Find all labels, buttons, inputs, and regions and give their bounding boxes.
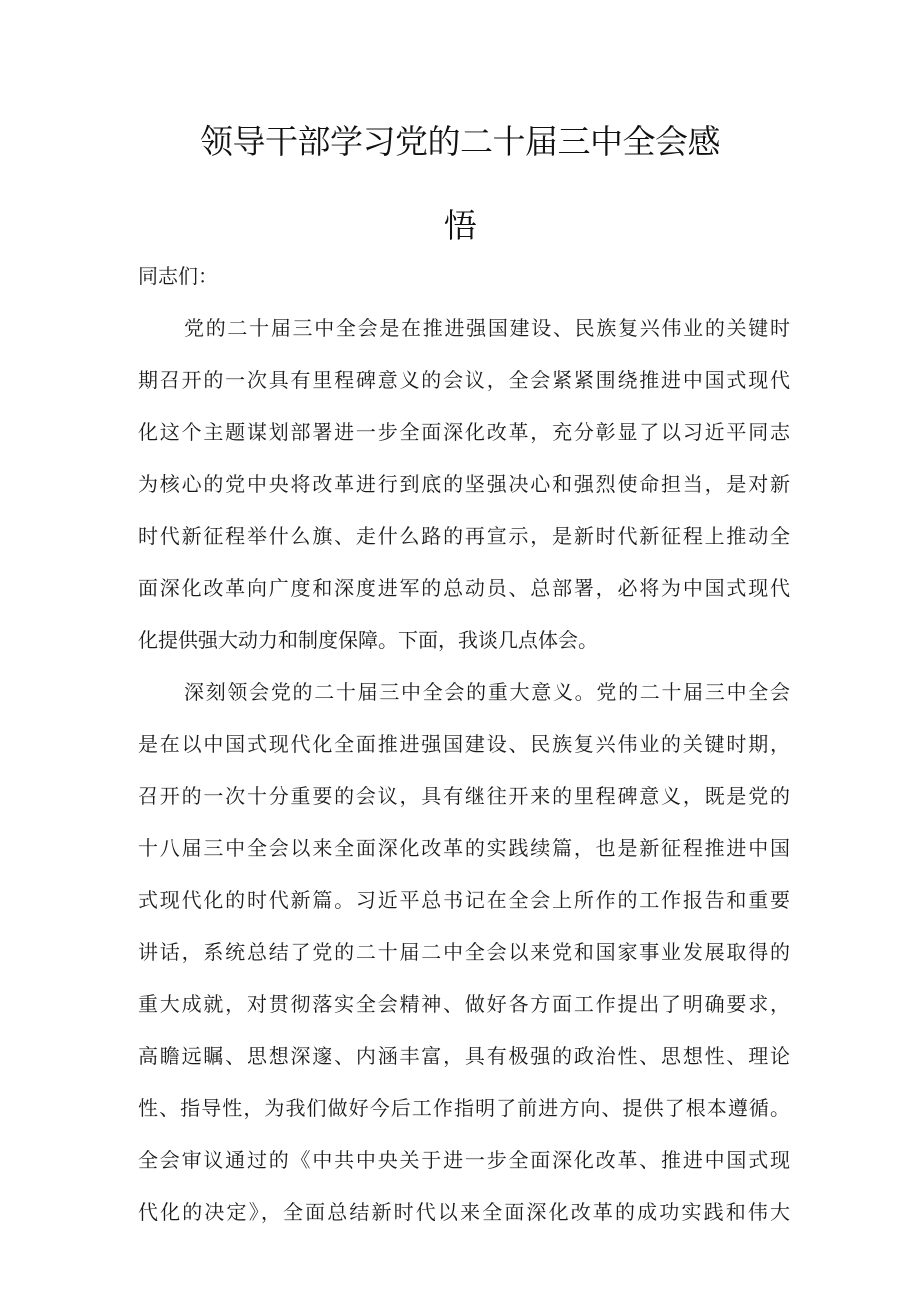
body-line: 时代新征程举什么旗、走什么路的再宣示，是新时代新征程上推动全 [138, 524, 792, 548]
body-line: 化提供强大动力和制度保障。下面，我谈几点体会。 [138, 628, 598, 652]
body-line: 化这个主题谋划部署进一步全面深化改革，充分彰显了以习近平同志 [138, 420, 792, 444]
body-line: 党的二十届三中全会是在推进强国建设、民族复兴伟业的关键时 [184, 316, 792, 340]
document-title-line-1: 领导干部学习党的二十届三中全会感 [200, 122, 720, 161]
body-line: 召开的一次十分重要的会议，具有继往开来的里程碑意义，既是党的 [138, 784, 792, 808]
body-line: 是在以中国式现代化全面推进强国建设、民族复兴伟业的关键时期， [138, 732, 792, 756]
body-line: 讲话，系统总结了党的二十届二中全会以来党和国家事业发展取得的 [138, 940, 792, 964]
body-line: 深刻领会党的二十届三中全会的重大意义。党的二十届三中全会 [184, 680, 792, 704]
body-line: 高瞻远瞩、思想深邃、内涵丰富，具有极强的政治性、思想性、理论 [138, 1044, 792, 1068]
document-title-line-2: 悟 [443, 206, 477, 245]
body-line: 十八届三中全会以来全面深化改革的实践续篇，也是新征程推进中国 [138, 836, 792, 860]
body-line: 代化的决定》，全面总结新时代以来全面深化改革的成功实践和伟大 [138, 1200, 793, 1224]
body-line: 全会审议通过的《中共中央关于进一步全面深化改革、推进中国式现 [138, 1148, 792, 1172]
body-line: 性、指导性，为我们做好今后工作指明了前进方向、提供了根本遵循。 [138, 1096, 792, 1120]
body-line: 面深化改革向广度和深度进军的总动员、总部署，必将为中国式现代 [138, 576, 792, 600]
body-line: 式现代化的时代新篇。习近平总书记在全会上所作的工作报告和重要 [138, 888, 792, 912]
body-line: 为核心的党中央将改革进行到底的坚强决心和强烈使命担当，是对新 [138, 472, 792, 496]
body-line: 期召开的一次具有里程碑意义的会议，全会紧紧围绕推进中国式现代 [138, 368, 792, 392]
body-line: 重大成就，对贯彻落实全会精神、做好各方面工作提出了明确要求， [138, 992, 792, 1016]
salutation: 同志们： [138, 264, 218, 288]
